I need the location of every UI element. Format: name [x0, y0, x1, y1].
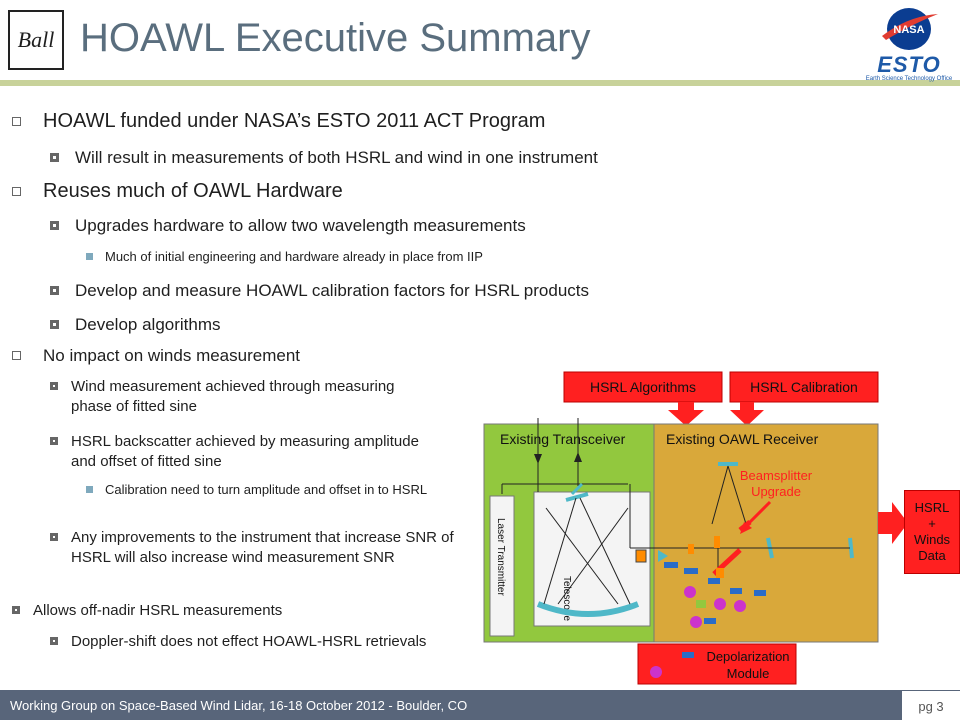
hollow-square-bullet-icon — [12, 351, 21, 360]
bullet-text: Reuses much of OAWL Hardware — [43, 180, 343, 202]
page-title: HOAWL Executive Summary — [80, 16, 591, 60]
existing-oawl-receiver-box — [654, 424, 878, 642]
bullet-doppler — [50, 632, 450, 652]
output-label-line1: HSRL — [914, 500, 950, 515]
bullet-text: Any improvements to the instrument that increase SNR of HSRL will also increase wind measurement SNR — [71, 529, 454, 566]
esto-logo-subtext: Earth Science Technology Office — [865, 76, 953, 82]
square-bullet-icon — [50, 153, 59, 162]
filled-square-bullet-icon — [86, 253, 93, 260]
bullet-algorithms — [50, 315, 770, 335]
square-bullet-icon — [50, 221, 59, 230]
footer-text: Working Group on Space-Based Wind Lidar, 16-18 October 2012 - Boulder, CO — [10, 698, 468, 713]
hsrl-winds-data-box — [904, 490, 960, 574]
hollow-square-bullet-icon — [12, 187, 21, 196]
output-label-line4: Data — [918, 548, 946, 563]
bullet-off-nadir — [12, 601, 452, 621]
depolarization-label-line1: Depolarization — [706, 649, 790, 664]
arrow-down-icon — [740, 402, 754, 410]
bullet-funding — [12, 110, 712, 133]
bullet-snr — [50, 528, 470, 568]
esto-logo-text: ESTO — [877, 52, 941, 77]
nasa-logo — [878, 6, 940, 52]
esto-logo — [864, 54, 954, 82]
bullet-text: Will result in measurements of both HSRL and wind in one instrument — [75, 148, 598, 167]
bullet-text: Wind measurement achieved through measuring phase of fitted sine — [71, 378, 395, 415]
bullet-text: HSRL backscatter achieved by measuring amplitude and offset of fitted sine — [71, 433, 419, 470]
title-divider — [0, 80, 960, 86]
bullet-text: Doppler-shift does not effect HOAWL-HSRL retrievals — [71, 633, 427, 650]
square-bullet-icon — [50, 437, 58, 445]
square-bullet-icon — [50, 286, 59, 295]
bullet-reuse — [12, 180, 712, 203]
beamsplitter-label-line2: Upgrade — [751, 484, 801, 499]
bullet-text: Upgrades hardware to allow two wavelength measurements — [75, 216, 526, 235]
hoawl-block-diagram — [478, 368, 920, 686]
output-label-line3: Winds — [913, 532, 951, 547]
ball-logo — [8, 10, 64, 70]
hsrl-calibration-label: HSRL Calibration — [750, 379, 858, 395]
bullet-text: HOAWL funded under NASA’s ESTO 2011 ACT Program — [43, 110, 546, 132]
bullet-text: Calibration need to turn amplitude and offset in to HSRL — [105, 482, 428, 497]
bullet-text: Much of initial engineering and hardware already in place from IIP — [105, 249, 483, 264]
depolarization-label-line2: Module — [726, 666, 770, 681]
beamsplitter-label-line1: Beamsplitter — [739, 468, 813, 483]
telescope-label: Telescope — [561, 576, 572, 622]
hsrl-algorithms-label: HSRL Algorithms — [589, 379, 697, 395]
bullet-text: Develop algorithms — [75, 315, 221, 334]
bullet-text: Allows off-nadir HSRL measurements — [33, 602, 283, 619]
bullet-funding-result — [50, 148, 770, 168]
output-label-line2: + — [928, 516, 936, 531]
receiver-mirror-icon — [850, 538, 852, 558]
bullet-upgrades — [50, 216, 770, 236]
bullet-text: Develop and measure HOAWL calibration factors for HSRL products — [75, 281, 590, 300]
depol-detector-icon — [650, 666, 662, 678]
page-number: pg 3 — [902, 690, 960, 721]
square-bullet-icon — [50, 320, 59, 329]
square-bullet-icon — [50, 637, 58, 645]
arrow-down-icon — [678, 402, 694, 410]
square-bullet-icon — [50, 533, 58, 541]
bullet-wind-phase — [50, 377, 430, 417]
hollow-square-bullet-icon — [12, 117, 21, 126]
filled-square-bullet-icon — [86, 486, 93, 493]
bullet-no-impact — [12, 346, 452, 366]
laser-transmitter-label: Laser Transmitter — [495, 518, 506, 596]
bullet-hsrl-backscatter — [50, 432, 440, 472]
ball-logo-text: Ball — [17, 27, 55, 52]
bullet-engineering — [86, 248, 726, 266]
depol-component-icon — [682, 652, 694, 658]
existing-transceiver-label: Existing Transceiver — [500, 431, 626, 447]
bullet-text: No impact on winds measurement — [43, 346, 301, 365]
square-bullet-icon — [12, 606, 20, 614]
bullet-calibration-need — [86, 481, 466, 499]
square-bullet-icon — [50, 382, 58, 390]
bullet-calibration — [50, 281, 770, 301]
existing-oawl-receiver-label: Existing OAWL Receiver — [666, 431, 819, 447]
nasa-logo-text: NASA — [893, 24, 925, 36]
